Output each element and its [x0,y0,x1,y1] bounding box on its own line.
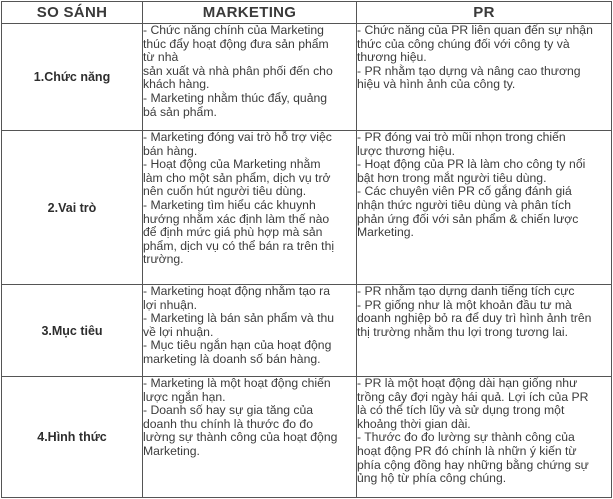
header-pr: PR [357,2,612,24]
cell-line: để định mức giá phù hợp mà sản [143,225,323,240]
cell-line: phẩm, dịch vụ có thể bán ra trên thị [143,238,335,253]
cell-line: lược ngắn hạn. [143,389,226,404]
cell-line: Marketing. [143,443,200,458]
cell-line: doanh nghiệp bỏ ra để duy trì hình ảnh trên [357,311,592,326]
cell-line: doanh thu chính là thước đo đo [143,416,313,431]
cell-line: khách hàng. [143,77,210,92]
marketing-cell [143,131,357,285]
cell-line: - Marketing nhằm thúc đẩy, quảng [143,90,328,105]
pr-cell [357,377,612,498]
cell-line: bán hàng. [143,143,198,158]
cell-line: - Marketing tìm hiểu các khuynh [143,197,316,212]
cell-line: làm cho một sản phẩm, dịch vụ trở [143,170,331,185]
header-row [2,2,612,24]
cell-line: từ nhà [143,50,179,65]
cell-line: - Các chuyên viên PR cố gắng đánh giá [357,184,572,199]
cell-line: khoảng thời gian dài. [357,416,471,431]
cell-line: lường sự thành công của hoạt động [143,430,338,445]
cell-line: lược thương hiệu. [357,143,456,158]
cell-line: - Chức năng chính của Marketing [143,23,324,37]
cell-line: - PR giống như là một khoản đầu tư mà [357,297,572,312]
cell-line: là có thể tích lũy và sử dụng trong một [357,403,565,418]
cell-line: trường. [143,252,184,267]
pr-cell [357,24,612,131]
cell-line: hiệu và hình ảnh của công ty. [357,77,516,92]
cell-line: thúc đẩy hoạt động đưa sản phẩm [143,36,329,51]
cell-line: - PR nhằm tạo dựng danh tiếng tích cực [357,284,575,298]
cell-line: - Mục tiêu ngắn hạn của hoạt động [143,338,332,353]
row-vai-tro [2,131,612,285]
cell-line: nhận thức người tiêu dùng và phân tích [357,197,572,212]
cell-line: phía cộng đồng hay những bằng chứng sự [357,457,589,472]
cell-line: - PR đóng vai trò mũi nhọn trong chiến [357,130,566,144]
cell-line: Marketing. [357,225,414,240]
row-chuc-nang [2,24,612,131]
cell-line: - Marketing là bán sản phẩm và thu [143,311,335,326]
cell-line: thị trường nhằm thu lợi trong tương lai. [357,324,569,339]
cell-line: trồng cây đợi ngày hái quả. Lợi ích của PR [357,389,589,404]
cell-line: - Marketing đóng vai trò hỗ trợ việc [143,130,332,144]
row-label: 4.Hình thức [2,377,143,498]
row-label: 2.Vai trò [2,131,143,285]
row-label: 1.Chức năng [2,24,143,131]
row-muc-tieu [2,285,612,377]
cell-line: - Doanh số hay sự gia tăng của [143,403,314,418]
pr-cell [357,131,612,285]
cell-line: - Thước đo đo lường sự thành công của [357,430,575,445]
cell-line: lợi nhuận. [143,297,198,312]
cell-line: marketing là doanh số bán hàng. [143,351,321,366]
marketing-cell [143,24,357,131]
cell-line: phản ứng đối với sản phẩm & chiến lược [357,211,579,226]
cell-line: ủng hộ từ phía công chúng. [357,471,507,486]
row-hinh-thuc [2,377,612,498]
cell-line: thức của công chúng đối với công ty và [357,36,570,51]
marketing-cell [143,377,357,498]
cell-line: - PR nhằm tạo dựng và nâng cao thương [357,63,581,78]
row-label: 3.Mục tiêu [2,285,143,377]
cell-line: bật hơn trong mắt người tiêu dùng. [357,170,547,185]
cell-line: hướng nhằm xác định làm thế nào [143,211,330,226]
pr-cell [357,285,612,377]
marketing-cell [143,285,357,377]
cell-line: - Hoạt động của PR là làm cho công ty nổi [357,157,586,172]
comparison-table [1,1,612,498]
cell-line: - Hoạt động của Marketing nhằm [143,157,321,172]
cell-line: thương hiệu. [357,50,427,65]
cell-line: - Marketing là một hoạt động chiến [143,376,331,390]
cell-line: sản xuất và nhà phân phối đến cho [143,63,333,78]
cell-line: - Chức năng của PR liên quan đến sự nhận [357,23,593,37]
cell-line: bá sản phẩm. [143,104,217,119]
cell-line: nên cuốn hút người tiêu dùng. [143,184,307,199]
cell-line: - PR là một hoạt động dài hạn giống như [357,376,578,390]
cell-line: - Marketing hoạt động nhằm tạo ra [143,284,330,298]
cell-line: hoạt động PR đó chính là nhữn ý kiến từ [357,443,577,458]
header-so-sanh: SO SÁNH [2,2,143,24]
cell-line: về lợi nhuận. [143,324,214,339]
header-marketing: MARKETING [143,2,357,24]
